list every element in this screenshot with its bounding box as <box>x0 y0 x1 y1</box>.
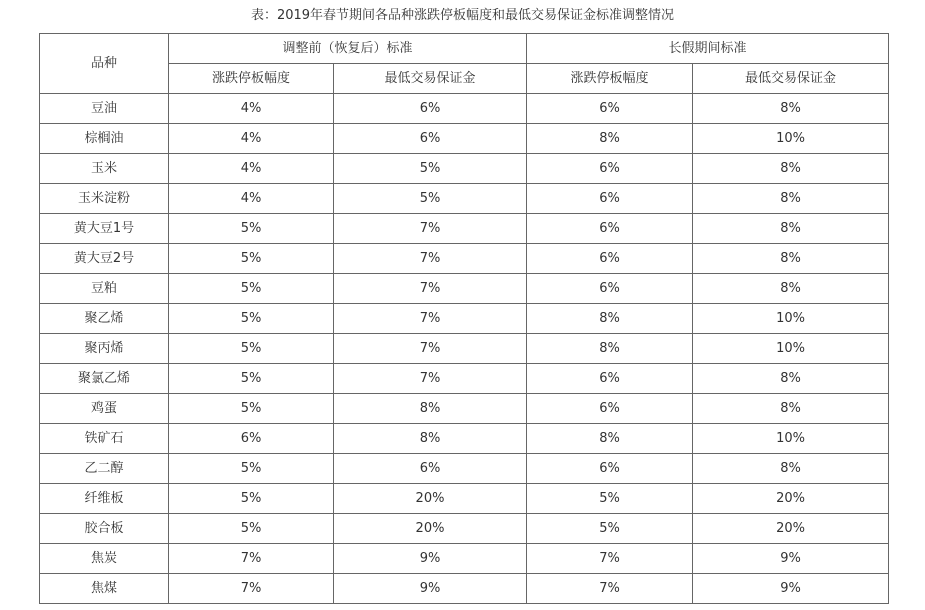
table-row <box>40 544 889 574</box>
table-header <box>40 34 889 94</box>
cell-before-margin: 7% <box>334 244 527 274</box>
cell-holiday-margin: 8% <box>693 364 889 394</box>
cell-holiday-limit: 6% <box>527 274 693 304</box>
cell-holiday-limit: 6% <box>527 454 693 484</box>
cell-before-margin: 8% <box>334 394 527 424</box>
cell-before-margin: 7% <box>334 214 527 244</box>
cell-holiday-margin: 20% <box>693 484 889 514</box>
cell-holiday-margin: 8% <box>693 454 889 484</box>
cell-variety: 鸡蛋 <box>40 394 169 424</box>
cell-before-margin: 7% <box>334 274 527 304</box>
cell-holiday-margin: 10% <box>693 304 889 334</box>
cell-holiday-limit: 5% <box>527 514 693 544</box>
cell-holiday-limit: 6% <box>527 154 693 184</box>
cell-before-margin: 7% <box>334 364 527 394</box>
table-row <box>40 334 889 364</box>
table-row <box>40 184 889 214</box>
table-caption: 表：2019年春节期间各品种涨跌停板幅度和最低交易保证金标准调整情况 <box>250 8 675 23</box>
cell-holiday-margin: 9% <box>693 574 889 604</box>
cell-holiday-limit: 6% <box>527 244 693 274</box>
cell-variety: 聚乙烯 <box>40 304 169 334</box>
cell-holiday-margin: 8% <box>693 244 889 274</box>
cell-before-margin: 7% <box>334 304 527 334</box>
table-row <box>40 304 889 334</box>
cell-holiday-margin: 10% <box>693 124 889 154</box>
table-row <box>40 514 889 544</box>
table-row <box>40 94 889 124</box>
cell-before-limit: 6% <box>169 424 334 454</box>
cell-before-limit: 5% <box>169 484 334 514</box>
cell-holiday-limit: 7% <box>527 544 693 574</box>
cell-before-margin: 5% <box>334 184 527 214</box>
table-row <box>40 214 889 244</box>
cell-variety: 聚氯乙烯 <box>40 364 169 394</box>
cell-holiday-limit: 8% <box>527 124 693 154</box>
table-row <box>40 394 889 424</box>
table-body <box>40 94 889 604</box>
cell-before-margin: 8% <box>334 424 527 454</box>
header-before-margin: 最低交易保证金 <box>334 64 527 94</box>
cell-holiday-margin: 8% <box>693 94 889 124</box>
cell-holiday-margin: 8% <box>693 154 889 184</box>
cell-before-limit: 5% <box>169 274 334 304</box>
cell-variety: 胶合板 <box>40 514 169 544</box>
cell-holiday-limit: 8% <box>527 334 693 364</box>
cell-before-margin: 6% <box>334 94 527 124</box>
cell-before-limit: 7% <box>169 574 334 604</box>
margin-limit-table <box>39 33 889 604</box>
cell-before-limit: 7% <box>169 544 334 574</box>
table-row <box>40 574 889 604</box>
cell-holiday-limit: 7% <box>527 574 693 604</box>
table-row <box>40 484 889 514</box>
header-holiday-margin: 最低交易保证金 <box>693 64 889 94</box>
cell-holiday-limit: 5% <box>527 484 693 514</box>
header-before-limit: 涨跌停板幅度 <box>169 64 334 94</box>
cell-before-margin: 7% <box>334 334 527 364</box>
cell-before-limit: 4% <box>169 184 334 214</box>
cell-variety: 聚丙烯 <box>40 334 169 364</box>
header-variety: 品种 <box>40 34 169 94</box>
cell-before-limit: 5% <box>169 514 334 544</box>
cell-before-limit: 5% <box>169 364 334 394</box>
cell-before-margin: 6% <box>334 454 527 484</box>
cell-before-margin: 6% <box>334 124 527 154</box>
cell-variety: 玉米淀粉 <box>40 184 169 214</box>
cell-before-limit: 5% <box>169 244 334 274</box>
cell-holiday-margin: 10% <box>693 424 889 454</box>
cell-holiday-margin: 8% <box>693 184 889 214</box>
cell-before-margin: 20% <box>334 484 527 514</box>
table-row <box>40 274 889 304</box>
cell-holiday-margin: 20% <box>693 514 889 544</box>
cell-holiday-limit: 8% <box>527 424 693 454</box>
cell-variety: 黄大豆2号 <box>40 244 169 274</box>
cell-holiday-margin: 10% <box>693 334 889 364</box>
cell-before-margin: 5% <box>334 154 527 184</box>
cell-holiday-limit: 6% <box>527 364 693 394</box>
cell-variety: 黄大豆1号 <box>40 214 169 244</box>
cell-holiday-margin: 9% <box>693 544 889 574</box>
cell-variety: 焦煤 <box>40 574 169 604</box>
cell-variety: 焦炭 <box>40 544 169 574</box>
table-row <box>40 244 889 274</box>
cell-before-limit: 5% <box>169 304 334 334</box>
cell-variety: 乙二醇 <box>40 454 169 484</box>
cell-variety: 纤维板 <box>40 484 169 514</box>
table-row <box>40 364 889 394</box>
cell-holiday-margin: 8% <box>693 214 889 244</box>
cell-variety: 玉米 <box>40 154 169 184</box>
cell-before-margin: 9% <box>334 544 527 574</box>
cell-variety: 棕榈油 <box>40 124 169 154</box>
table-row <box>40 124 889 154</box>
header-group-before: 调整前（恢复后）标准 <box>169 34 527 64</box>
cell-before-limit: 4% <box>169 94 334 124</box>
cell-before-margin: 9% <box>334 574 527 604</box>
cell-variety: 豆粕 <box>40 274 169 304</box>
header-row-groups <box>40 34 889 64</box>
cell-holiday-limit: 8% <box>527 304 693 334</box>
cell-holiday-limit: 6% <box>527 394 693 424</box>
cell-before-limit: 5% <box>169 334 334 364</box>
cell-holiday-limit: 6% <box>527 214 693 244</box>
cell-before-margin: 20% <box>334 514 527 544</box>
cell-holiday-margin: 8% <box>693 274 889 304</box>
header-group-holiday: 长假期间标准 <box>527 34 889 64</box>
cell-variety: 豆油 <box>40 94 169 124</box>
cell-before-limit: 5% <box>169 454 334 484</box>
table-row <box>40 424 889 454</box>
cell-before-limit: 4% <box>169 154 334 184</box>
cell-before-limit: 4% <box>169 124 334 154</box>
cell-before-limit: 5% <box>169 214 334 244</box>
cell-holiday-margin: 8% <box>693 394 889 424</box>
header-holiday-limit: 涨跌停板幅度 <box>527 64 693 94</box>
cell-holiday-limit: 6% <box>527 184 693 214</box>
table-row <box>40 154 889 184</box>
cell-before-limit: 5% <box>169 394 334 424</box>
cell-variety: 铁矿石 <box>40 424 169 454</box>
table-row <box>40 454 889 484</box>
cell-holiday-limit: 6% <box>527 94 693 124</box>
